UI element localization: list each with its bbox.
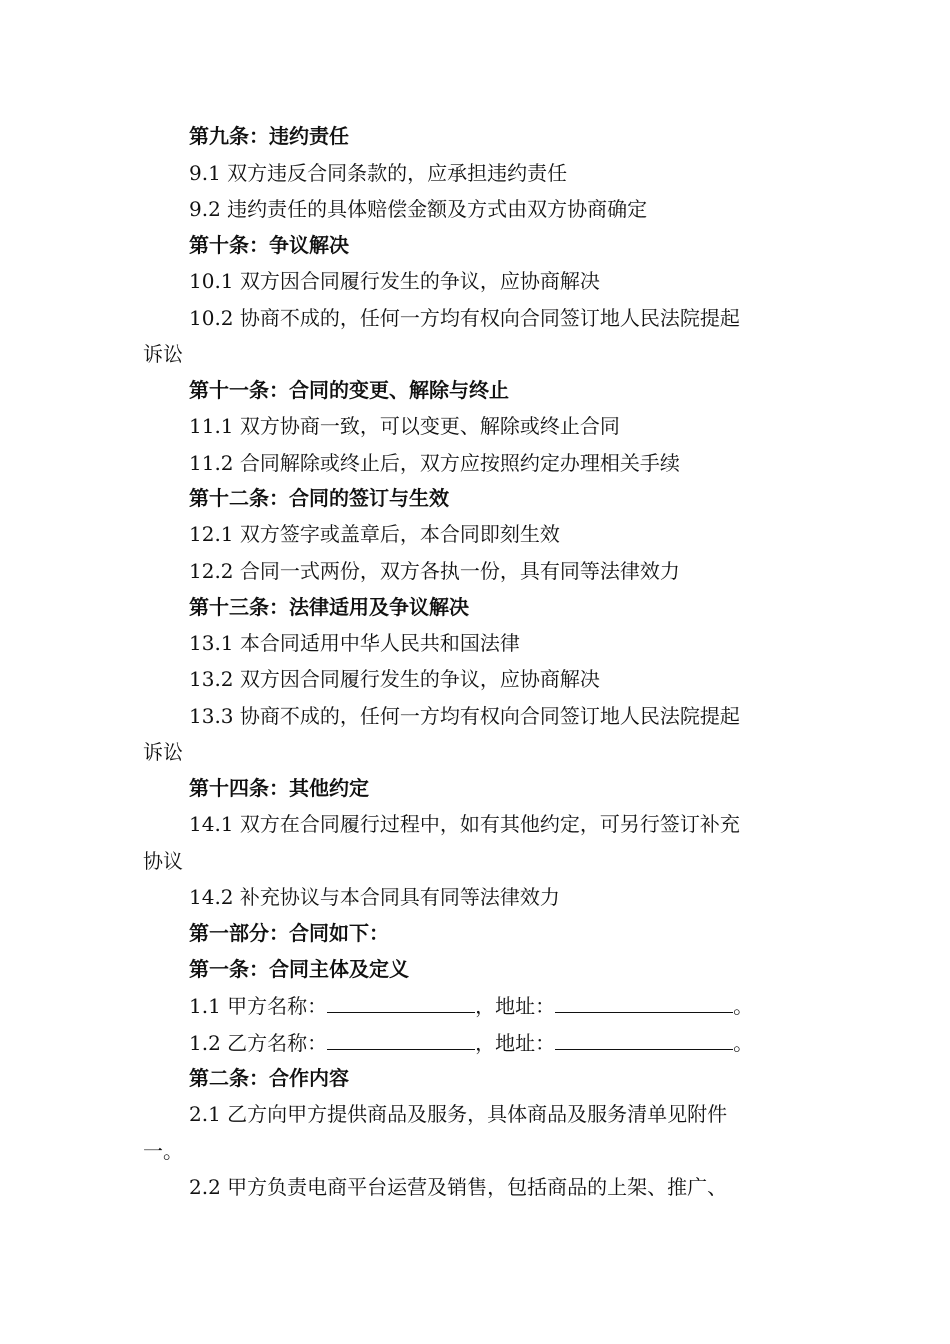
clause-10-2: 10.2 协商不成的，任何一方均有权向合同签订地人民法院提起 [189, 306, 740, 330]
party-b-address-label: ，地址： [475, 1031, 556, 1055]
part-1-heading: 第一部分：合同如下： [189, 921, 389, 945]
clause-2-2: 2.2 甲方负责电商平台运营及销售，包括商品的上架、推广、 [189, 1175, 728, 1199]
party-a-address-label: ，地址： [475, 994, 556, 1018]
clause-12-1: 12.1 双方签字或盖章后，本合同即刻生效 [189, 522, 560, 546]
article-13-heading: 第十三条：法律适用及争议解决 [189, 595, 469, 619]
article-14-heading: 第十四条：其他约定 [189, 776, 369, 800]
clause-11-2: 11.2 合同解除或终止后，双方应按照约定办理相关手续 [189, 451, 680, 475]
party-a-name-blank[interactable] [327, 992, 475, 1013]
clause-12-2: 12.2 合同一式两份，双方各执一份，具有同等法律效力 [189, 559, 680, 583]
party-b-name-blank[interactable] [327, 1029, 475, 1050]
party-a-name-label: 1.1 甲方名称： [189, 994, 328, 1018]
clause-9-2: 9.2 违约责任的具体赔偿金额及方式由双方协商确定 [189, 197, 648, 221]
clause-13-3-continued: 诉讼 [143, 740, 183, 764]
clause-11-1: 11.1 双方协商一致，可以变更、解除或终止合同 [189, 414, 620, 438]
clause-1-1 [189, 992, 859, 1019]
clause-13-2: 13.2 双方因合同履行发生的争议，应协商解决 [189, 667, 600, 691]
clause-14-1: 14.1 双方在合同履行过程中，如有其他约定，可另行签订补充 [189, 812, 740, 836]
article-12-heading: 第十二条：合同的签订与生效 [189, 486, 449, 510]
clause-9-1: 9.1 双方违反合同条款的，应承担违约责任 [189, 161, 568, 185]
party-b-name-label: 1.2 乙方名称： [189, 1031, 328, 1055]
clause-2-1-continued: 一。 [143, 1139, 183, 1163]
clause-10-2-continued: 诉讼 [143, 342, 183, 366]
clause-13-3: 13.3 协商不成的，任何一方均有权向合同签订地人民法院提起 [189, 704, 740, 728]
clause-1-2-end: 。 [733, 1031, 754, 1055]
clause-14-2: 14.2 补充协议与本合同具有同等法律效力 [189, 885, 560, 909]
article-2-heading: 第二条：合作内容 [189, 1066, 349, 1090]
party-a-address-blank[interactable] [555, 992, 733, 1013]
article-9-heading: 第九条：违约责任 [189, 124, 349, 148]
article-11-heading: 第十一条：合同的变更、解除与终止 [189, 378, 509, 402]
clause-1-1-end: 。 [733, 994, 754, 1018]
article-10-heading: 第十条：争议解决 [189, 233, 349, 257]
article-1-heading: 第一条：合同主体及定义 [189, 957, 409, 981]
clause-14-1-continued: 协议 [143, 849, 183, 873]
clause-1-2 [189, 1029, 859, 1056]
party-b-address-blank[interactable] [555, 1029, 733, 1050]
clause-2-1: 2.1 乙方向甲方提供商品及服务，具体商品及服务清单见附件 [189, 1102, 728, 1126]
clause-10-1: 10.1 双方因合同履行发生的争议，应协商解决 [189, 269, 600, 293]
clause-13-1: 13.1 本合同适用中华人民共和国法律 [189, 631, 520, 655]
